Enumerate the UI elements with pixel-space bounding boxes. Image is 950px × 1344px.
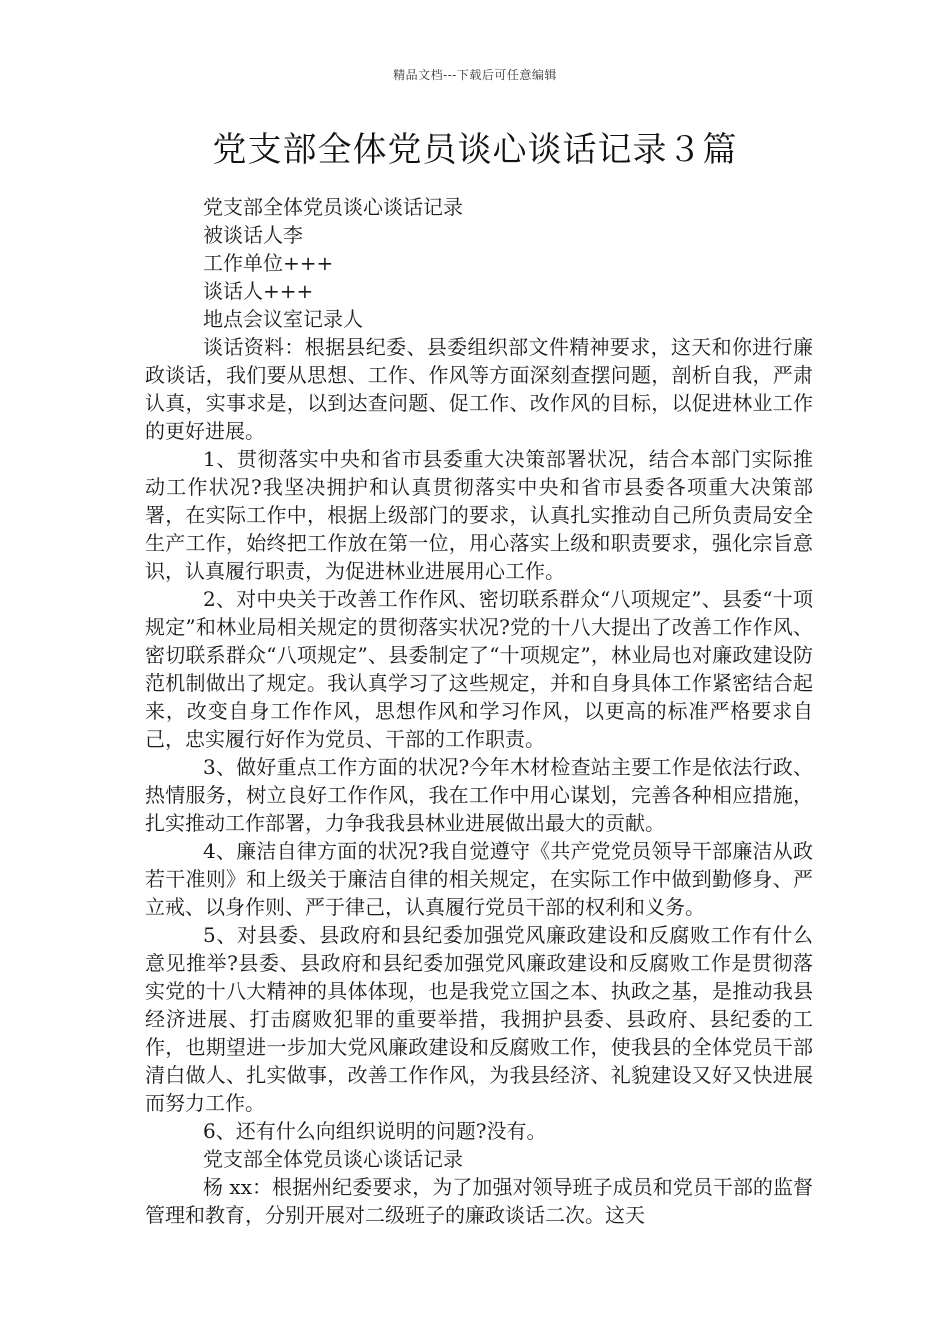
section-heading: 党支部全体党员谈心谈话记录 [203,195,463,219]
page-header-note: 精品文档---下载后可任意编辑 [393,68,557,82]
paragraph-item-3: 3、做好重点工作方面的状况?今年木材检查站主要工作是依法行政、热情服务，树立良好工作作风，我在工作中用心谋划，完善各种相应措施，扎实推动工作部署，力争我我县林业进展做出最大的贡献。 [145,755,813,835]
paragraph-item-1: 1、贯彻落实中央和省市县委重大决策部署状况，结合本部门实际推动工作状况?我坚决拥护和认真贯彻落实中央和省市县委各项重大决策部署，在实际工作中，根据上级部门的要求，认真扎实推动自己所负责局安全生产工作，始终把工作放在第一位，用心落实上级和职责要求，强化宗旨意识，认真履行职责，为促进林业进展用心工作。 [145,447,813,583]
field-work-unit: 工作单位+++ [203,251,334,275]
section-heading-2: 党支部全体党员谈心谈话记录 [203,1147,463,1171]
field-interviewer: 谈话人+++ [203,279,314,303]
paragraph-item-4: 4、廉洁自律方面的状况?我自觉遵守《共产党党员领导干部廉洁从政若干准则》和上级关于廉洁自律的相关规定，在实际工作中做到勤修身、严立戒、以身作则、严于律己，认真履行党员干部的权利和义务。 [145,839,813,919]
document-body [145,193,813,1229]
paragraph-item-6: 6、还有什么向组织说明的问题?没有。 [203,1119,547,1143]
paragraph-intro: 谈话资料：根据县纪委、县委组织部文件精神要求，这天和你进行廉政谈话，我们要从思想、工作、作风等方面深刻查摆问题，剖析自我，严肃认真，实事求是，以到达查问题、促工作、改作风的目标，以促进林业工作的更好进展。 [145,335,813,443]
paragraph-item-5: 5、对县委、县政府和县纪委加强党风廉政建设和反腐败工作有什么意见推举?县委、县政府和县纪委加强党风廉政建设和反腐败工作是贯彻落实党的十八大精神的具体体现，也是我党立国之本、执政之基，是推动我县经济进展、打击腐败犯罪的重要举措，我拥护县委、县政府、县纪委的工作，也期望进一步加大党风廉政建设和反腐败工作，使我县的全体党员干部清白做人、扎实做事，改善工作作风，为我县经济、礼貌建设又好又快进展而努力工作。 [145,923,813,1115]
paragraph-second-record: 杨 xx：根据州纪委要求，为了加强对领导班子成员和党员干部的监督管理和教育，分别开展对二级班子的廉政谈话二次。这天 [145,1175,813,1227]
field-interviewee: 被谈话人李 [203,223,303,247]
document-title: 党支部全体党员谈心谈话记录３篇 [212,130,738,170]
field-location-recorder: 地点会议室记录人 [203,307,363,331]
paragraph-item-2: 2、对中央关于改善工作作风、密切联系群众“八项规定”、县委“十项规定”和林业局相关规定的贯彻落实状况?党的十八大提出了改善工作作风、密切联系群众“八项规定”、县委制定了“十项规定”，林业局也对廉政建设防范机制做出了规定。我认真学习了这些规定，并和自身具体工作紧密结合起来，改变自身工作作风，思想作风和学习作风，以更高的标准严格要求自己，忠实履行好作为党员、干部的工作职责。 [145,587,813,751]
